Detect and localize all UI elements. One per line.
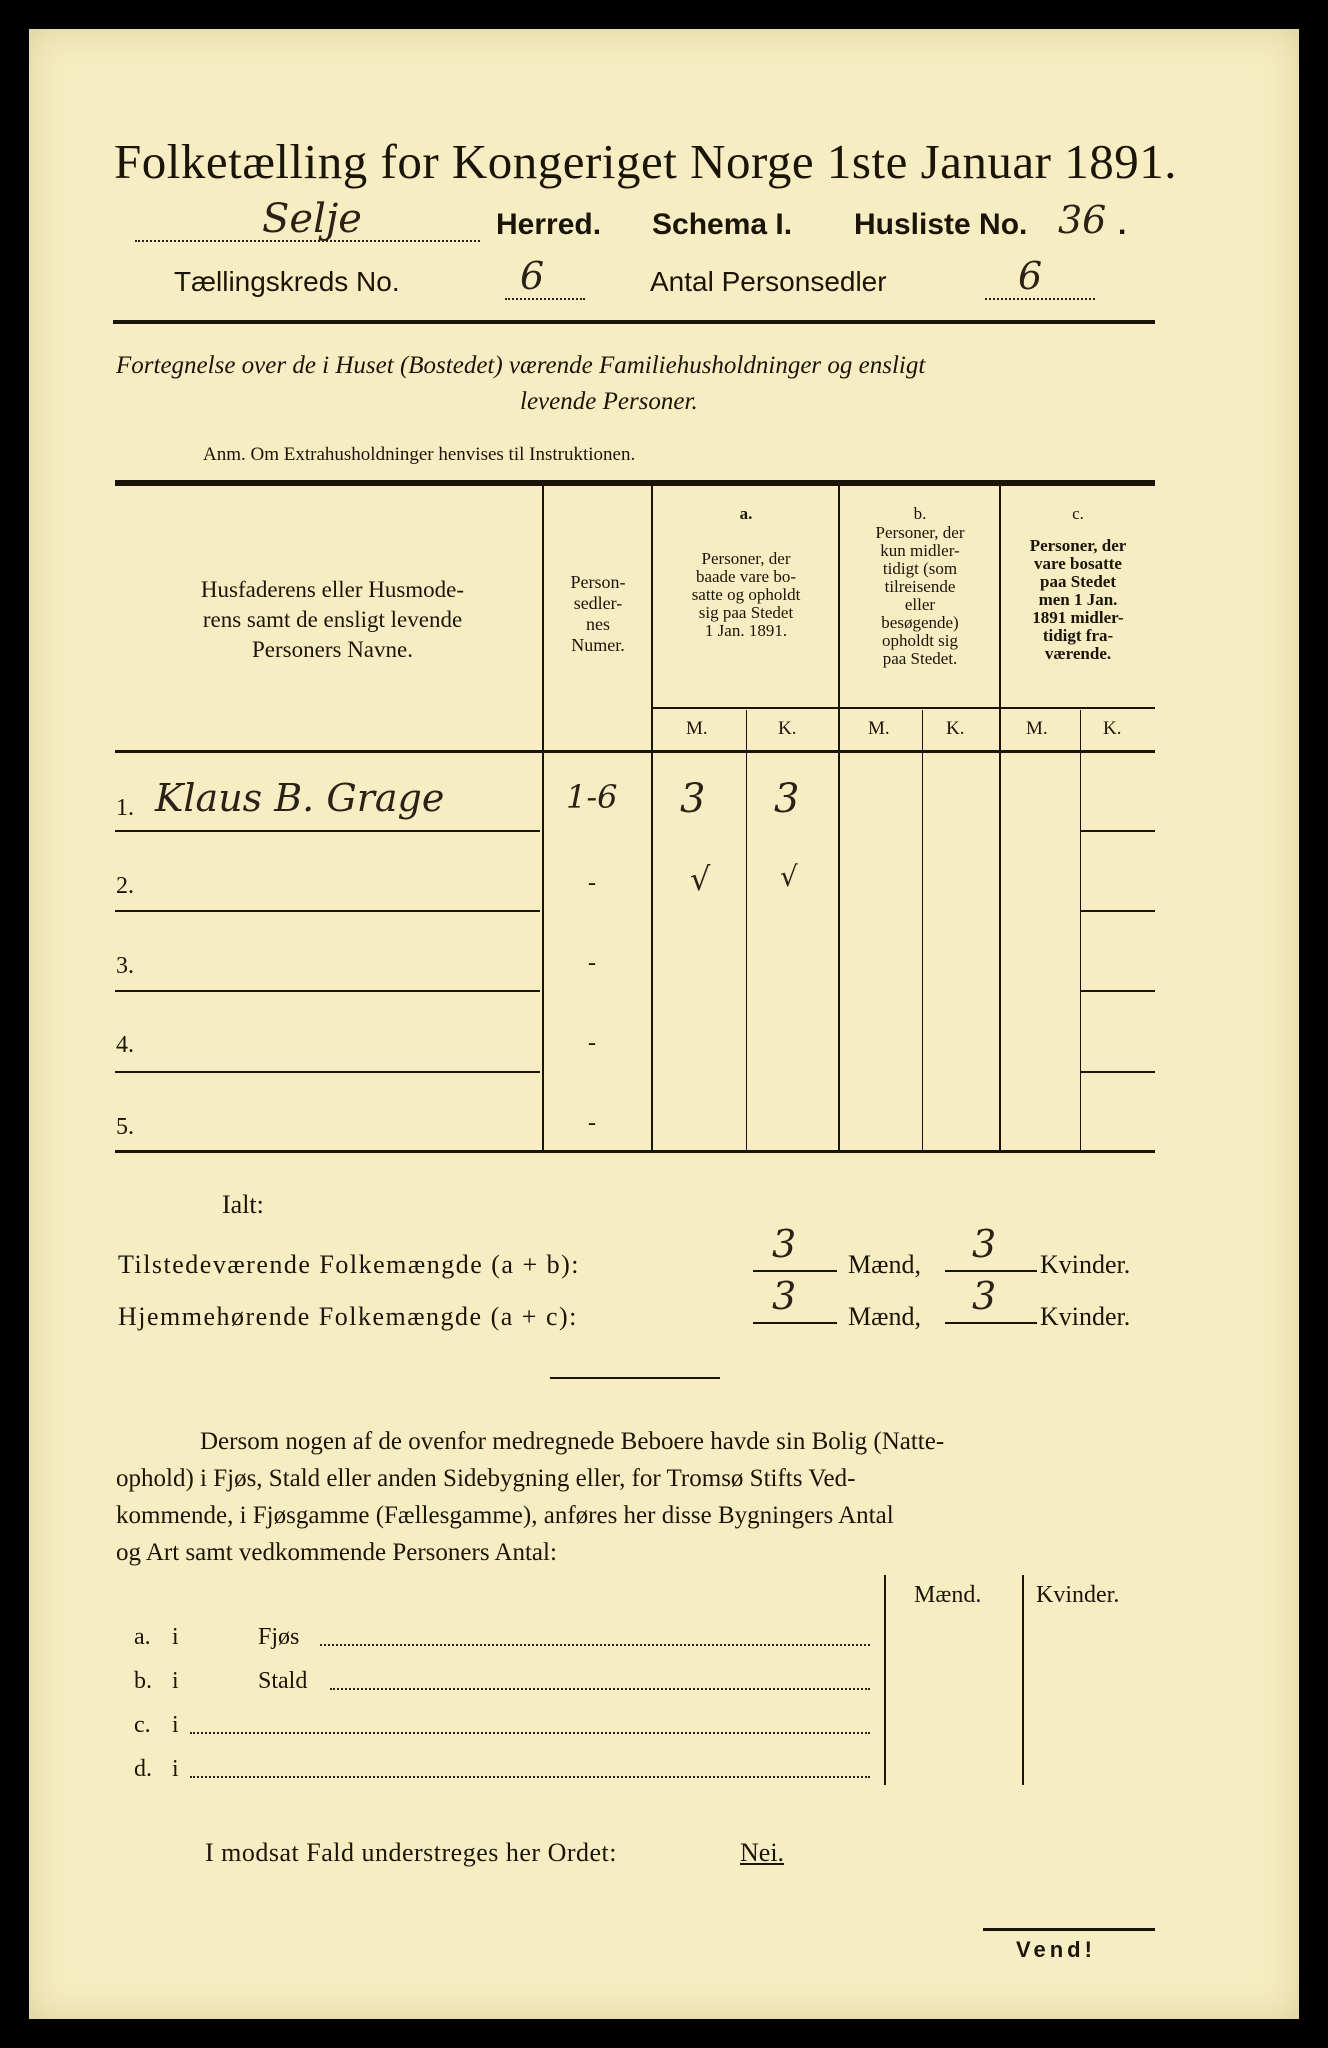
row-name: Klaus B. Grage (155, 776, 445, 820)
col-divider-3 (838, 486, 840, 1151)
col-b-m: M. (868, 718, 890, 739)
kreds-field (505, 280, 585, 300)
item-dotted-line (190, 1772, 870, 1778)
mk-rule (651, 707, 1155, 709)
col-c-letter: c. (1072, 504, 1084, 523)
row-rule-3 (115, 990, 540, 992)
note-col-divider-1 (884, 1575, 886, 1785)
row-person-num: - (588, 950, 596, 976)
row-rule-4 (115, 1071, 540, 1073)
item-letter: c. (134, 1712, 151, 1738)
row-rule-4-c (1080, 1071, 1155, 1073)
kreds-value: 6 (520, 254, 545, 298)
modsat-text: I modsat Fald understreges her Ordet: (205, 1838, 618, 1867)
antal-label: Antal Personsedler (650, 266, 887, 297)
col-b-mk-divider (922, 710, 923, 1151)
note-line4: og Art samt vedkommende Personers Antal: (116, 1539, 557, 1566)
note-line3: kommende, i Fjøsgamme (Fællesgamme), anføres her disse Bygningers Antal (116, 1502, 894, 1529)
kreds-label: Tællingskreds No. (174, 266, 400, 297)
row-number: 4. (116, 1032, 134, 1058)
hjem-maend: Mænd, (848, 1302, 921, 1331)
ialt-label: Ialt: (222, 1190, 264, 1219)
tilst-label: Tilstedeværende Folkemængde (a + b): (118, 1250, 580, 1279)
col-c-mk-divider (1080, 710, 1081, 1151)
item-i: i (172, 1668, 179, 1694)
form-title: Folketælling for Kongeriget Norge 1ste Januar 1891. (114, 134, 1177, 189)
kvinder-column-label: Kvinder. (1036, 1582, 1120, 1608)
col-b-header: Personer, der kun midler- tidigt (som tilreisende eller besøgende) opholdt sig paa Stedet. (875, 523, 965, 668)
row-rule-1-c (1080, 830, 1155, 832)
row-number: 5. (116, 1114, 134, 1140)
note-line2: ophold) i Fjøs, Stald eller anden Sidebygning eller, for Tromsø Stifts Ved- (116, 1465, 856, 1492)
col-b-k: K. (946, 718, 965, 739)
herred-label: Herred. (496, 208, 602, 241)
section-divider (550, 1377, 720, 1379)
row-rule-2-c (1080, 910, 1155, 912)
anm-note: Anm. Om Extrahusholdninger henvises til Instruktionen. (203, 444, 636, 465)
hjem-k-line (945, 1322, 1037, 1324)
tilst-k-value: 3 (972, 1222, 997, 1266)
header-divider (113, 320, 1155, 324)
col-divider-2 (651, 486, 653, 1151)
schema-label: Schema I. (652, 208, 793, 241)
hjem-m-line (753, 1322, 837, 1324)
tilst-maend: Mænd, (848, 1250, 921, 1279)
herred-value: Selje (262, 196, 362, 242)
husliste-period: . (1118, 208, 1127, 241)
row-person-num: - (588, 1030, 596, 1056)
hjem-kvinder: Kvinder. (1040, 1302, 1131, 1331)
col-a-k: K. (778, 718, 797, 739)
col-a-header: Personer, der baade vare bo- satte og opholdt sig paa Stedet 1 Jan. 1891. (691, 549, 801, 640)
hjem-k-value: 3 (972, 1274, 997, 1318)
item-dotted-line (330, 1684, 870, 1690)
note-col-divider-2 (1022, 1575, 1024, 1785)
tilst-k-line (945, 1270, 1037, 1272)
tilst-m-line (753, 1270, 837, 1272)
col-c-k: K. (1103, 718, 1122, 739)
col-a-m: M. (686, 718, 708, 739)
hjem-m-value: 3 (772, 1274, 797, 1318)
item-label: Stald (258, 1668, 308, 1694)
row-rule-2 (115, 910, 540, 912)
tilst-kvinder: Kvinder. (1040, 1250, 1131, 1279)
row-number: 2. (116, 873, 134, 899)
item-i: i (172, 1624, 179, 1650)
col-c-header: Personer, der vare bosatte paa Stedet men 1 Jan. 1891 midler- tidigt fra- værende. (1029, 536, 1127, 663)
row-person-num: - (588, 870, 596, 896)
col-a-mk-divider (746, 710, 747, 1151)
vend-label: Vend! (1016, 1937, 1096, 1962)
row-person-num: 1-6 (566, 778, 618, 816)
table-bottom-rule (115, 1150, 1155, 1153)
item-i: i (172, 1712, 179, 1738)
row-a-m: 3 (680, 776, 706, 822)
item-i: i (172, 1756, 179, 1782)
item-letter: a. (134, 1624, 151, 1650)
antal-value: 6 (1018, 254, 1043, 298)
col-divider-1 (542, 486, 544, 1151)
item-dotted-line (190, 1728, 870, 1734)
row-a-k: √ (780, 860, 798, 893)
row-rule-3-c (1080, 990, 1155, 992)
col-a-letter: a. (739, 504, 753, 523)
item-letter: b. (134, 1668, 152, 1694)
row-number: 1. (116, 795, 134, 821)
note-line1: Dersom nogen af de ovenfor medregnede Beboere havde sin Bolig (Natte- (200, 1428, 945, 1455)
col-b-letter: b. (913, 504, 927, 523)
nei-word: Nei. (740, 1838, 785, 1867)
vend-rule (983, 1928, 1155, 1931)
husliste-value: 36 (1058, 198, 1107, 242)
row-a-k: 3 (774, 776, 800, 822)
row-a-m: √ (690, 860, 711, 898)
intro-line1: Fortegnelse over de i Huset (Bostedet) værende Familiehusholdninger og ensligt (116, 352, 926, 379)
husliste-label: Husliste No. (854, 208, 1028, 241)
col-divider-4 (999, 486, 1001, 1151)
col-num-header: Person- sedler- nes Numer. (570, 572, 626, 655)
tilst-m-value: 3 (772, 1222, 797, 1266)
census-form (29, 29, 1299, 2019)
row-person-num: - (588, 1110, 596, 1136)
col-name-header: Husfaderens eller Husmode- rens samt de ensligt levende Personers Navne. (200, 577, 465, 662)
item-letter: d. (134, 1756, 152, 1782)
item-label: Fjøs (258, 1624, 300, 1650)
row-number: 3. (116, 953, 134, 979)
maend-column-label: Mænd. (914, 1582, 982, 1608)
col-c-m: M. (1026, 718, 1048, 739)
row-rule-1 (115, 830, 540, 832)
hjem-label: Hjemmehørende Folkemængde (a + c): (118, 1302, 578, 1331)
intro-line2: levende Personer. (520, 388, 698, 415)
item-dotted-line (320, 1640, 870, 1646)
